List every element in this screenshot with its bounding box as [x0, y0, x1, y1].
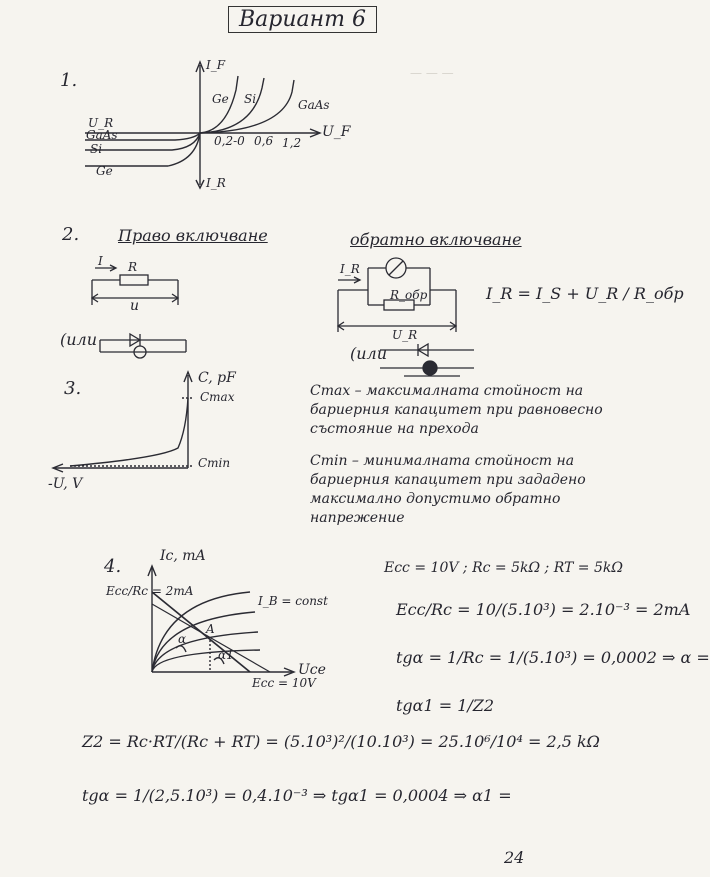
- equation-3: tgα1 = 1/Z2: [396, 696, 495, 715]
- section2-number: 2.: [62, 224, 80, 245]
- tick-label-1: 0,6: [254, 134, 274, 148]
- section3-number: 3.: [64, 378, 82, 399]
- axis-Ic-label: Ic, mA: [160, 548, 206, 564]
- reverse-IR-label: I_R: [340, 262, 360, 276]
- axis-IR-label: I_R: [206, 176, 226, 190]
- ib-const-label: I_B = const: [258, 594, 328, 608]
- page-title: Вариант 6: [228, 6, 377, 33]
- cmin-label: Cmin: [198, 456, 231, 470]
- axis-UF-label: U_F: [322, 124, 351, 140]
- reverse-title: обратно включване: [350, 230, 522, 249]
- curve-label-ge: Ge: [212, 92, 229, 106]
- cmin-definition: Cmin – минималната стойност на бариерния капацитет при зададено максимално допустимо обратно напрежение: [310, 453, 586, 526]
- axis-C-label: C, pF: [198, 370, 236, 386]
- section1-number: 1.: [60, 70, 78, 91]
- given-values: Ecc = 10V ; Rc = 5kΩ ; RT = 5kΩ: [384, 560, 623, 576]
- point-A-label: A: [206, 622, 215, 636]
- cmax-label: Cmax: [200, 390, 235, 404]
- cmax-definition: Cmax – максималната стойност на бариерния капацитет при равновесно състояние на прехода: [310, 383, 603, 437]
- page-number: 24: [504, 848, 525, 867]
- left-label-ge: Ge: [96, 164, 113, 178]
- reverse-alt-label: (или: [350, 344, 388, 363]
- forward-R-label: R: [128, 260, 138, 274]
- axis-UR-label: U_R: [88, 116, 114, 130]
- forward-title: Право включване: [118, 226, 268, 245]
- tick-label-0: 0,2-0: [214, 134, 245, 148]
- axis-Uce-label: Uce: [298, 662, 326, 678]
- ecc-label: Ecc = 10V: [252, 676, 316, 690]
- left-label-si: Si: [90, 142, 103, 156]
- equation-4: Z2 = Rc·RT/(Rc + RT) = (5.10³)²/(10.10³) = 25.10⁶/10⁴ = 2,5 kΩ: [82, 732, 600, 751]
- section4-number: 4.: [104, 556, 122, 577]
- equation-1: Ecc/Rc = 10/(5.10³) = 2.10⁻³ = 2mA: [396, 600, 691, 619]
- forward-alt-label: (или: [60, 330, 98, 349]
- left-label-gaas: GaAs: [86, 128, 118, 142]
- axis-IF-label: I_F: [206, 58, 226, 72]
- equation-2: tgα = 1/Rc = 1/(5.10³) = 0,0002 ⇒ α =: [396, 648, 710, 667]
- reverse-UR-label: U_R: [392, 328, 418, 342]
- reverse-current-formula: I_R = I_S + U_R / R_обр: [486, 284, 684, 303]
- bleed-through-text: — — —: [410, 66, 454, 80]
- forward-I-label: I: [98, 254, 103, 268]
- equation-5: tgα = 1/(2,5.10³) = 0,4.10⁻³ ⇒ tgα1 = 0,0004 ⇒ α1 =: [82, 786, 512, 805]
- tick-label-2: 1,2: [282, 136, 302, 150]
- axis-U-label: -U, V: [48, 476, 83, 492]
- ecc-rc-label: Ecc/Rc = 2mA: [106, 584, 194, 598]
- curve-label-gaas: GaAs: [298, 98, 330, 112]
- alpha-label: α: [178, 632, 187, 646]
- curve-label-si: Si: [244, 92, 257, 106]
- reverse-Robr-label: R_обр: [390, 288, 428, 302]
- alpha1-label: α1: [218, 648, 234, 662]
- forward-U-label: u: [130, 298, 140, 314]
